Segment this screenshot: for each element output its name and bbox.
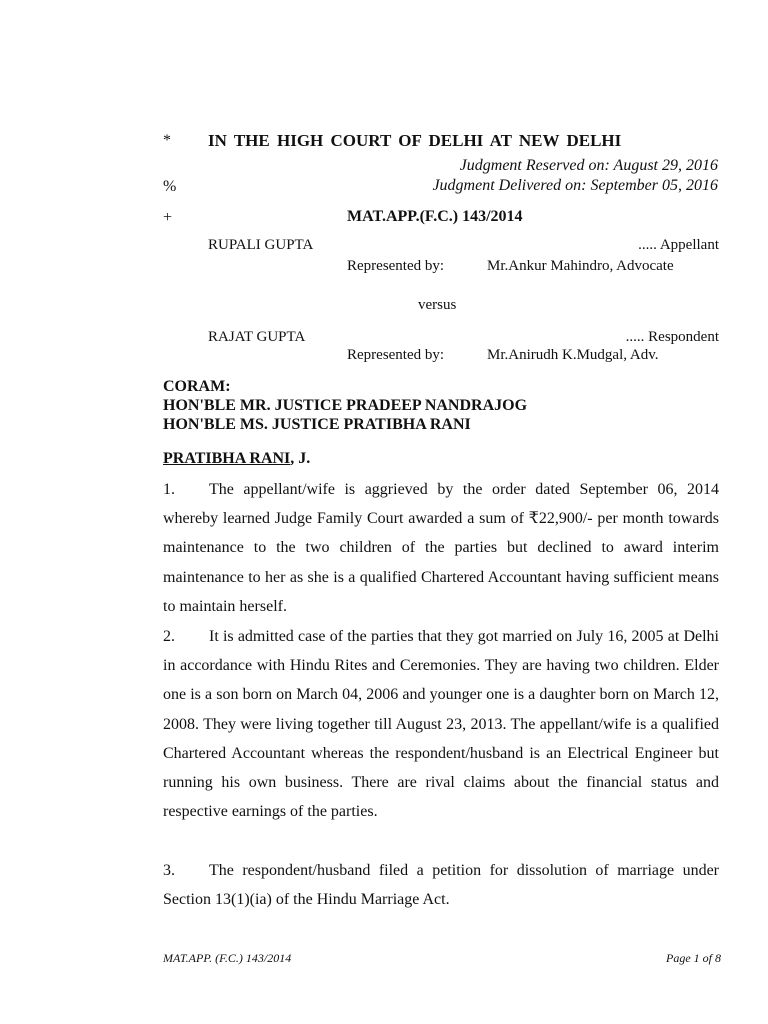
case-number: MAT.APP.(F.C.) 143/2014 bbox=[347, 208, 523, 225]
paragraph-3 bbox=[163, 856, 719, 914]
court-title: IN THE HIGH COURT OF DELHI AT NEW DELHI bbox=[208, 131, 622, 150]
paragraph-1 bbox=[163, 475, 719, 621]
respondent-role: ..... Respondent bbox=[625, 329, 719, 345]
appellant-counsel: Mr.Ankur Mahindro, Advocate bbox=[487, 258, 674, 274]
appellant-rep-label: Represented by: bbox=[347, 258, 445, 274]
paragraph-text: It is admitted case of the parties that they got married on July 16, 2005 at Delhi in accordance with Hindu Rites and Ceremonies. They are having two children. Elder one is a son born on March 04, 2006 and younger one is a daughter born on March 12, 2008. They were living together till August 23, 2013. The appellant/wife is a qualified Chartered Accountant whereas the respondent/husband is an Electrical Engineer but running his own business. There are rival claims about the financial status and respective earnings of the parties. bbox=[163, 628, 719, 821]
footer-page-number: Page 1 of 8 bbox=[666, 951, 721, 965]
author-name: PRATIBHA RANI bbox=[163, 450, 291, 467]
paragraph-number: 1. bbox=[163, 481, 175, 498]
respondent-counsel: Mr.Anirudh K.Mudgal, Adv. bbox=[487, 347, 659, 363]
judgment-reserved-date: Judgment Reserved on: August 29, 2016 bbox=[459, 157, 718, 174]
footer-case-ref: MAT.APP. (F.C.) 143/2014 bbox=[163, 951, 292, 965]
appellant-role: ..... Appellant bbox=[638, 237, 719, 253]
star-marker: * bbox=[163, 132, 171, 149]
judgment-author bbox=[163, 450, 310, 468]
paragraph-number: 3. bbox=[163, 862, 175, 879]
percent-marker: % bbox=[163, 178, 177, 195]
respondent-name: RAJAT GUPTA bbox=[208, 329, 306, 345]
appellant-name: RUPALI GUPTA bbox=[208, 237, 314, 253]
paragraph-text: The appellant/wife is aggrieved by the order dated September 06, 2014 whereby learned Judge Family Court awarded a sum of ₹22,900/- per month towards maintenance to the two children of the parties but declined to award interim maintenance to her as she is a qualified Chartered Accountant having sufficient means to maintain herself. bbox=[163, 481, 719, 615]
paragraph-2 bbox=[163, 622, 719, 826]
coram-label: CORAM: bbox=[163, 378, 231, 395]
coram-judge-1: HON'BLE MR. JUSTICE PRADEEP NANDRAJOG bbox=[163, 397, 528, 414]
author-suffix: , J. bbox=[290, 450, 311, 467]
coram-judge-2: HON'BLE MS. JUSTICE PRATIBHA RANI bbox=[163, 416, 471, 433]
judgment-delivered-date: Judgment Delivered on: September 05, 2016 bbox=[432, 177, 718, 194]
paragraph-text: The respondent/husband filed a petition for dissolution of marriage under Section 13(1)(ia) of the Hindu Marriage Act. bbox=[163, 862, 719, 909]
plus-marker: + bbox=[163, 209, 173, 226]
versus-label: versus bbox=[418, 297, 457, 313]
respondent-rep-label: Represented by: bbox=[347, 347, 445, 363]
paragraph-number: 2. bbox=[163, 628, 175, 645]
